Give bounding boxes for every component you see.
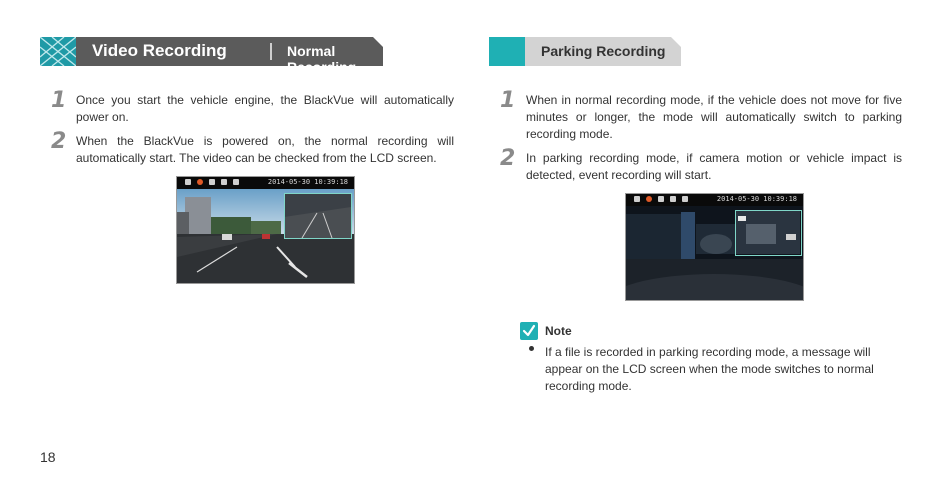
section-subtitle: Normal Recording [287,43,357,75]
gps-icon [658,196,664,202]
step-text: When in normal recording mode, if the vehicle does not move for five minutes or longer, the mode will automatically switch to parking recording mode. [526,93,902,141]
car-icon [634,196,640,202]
page-number: 18 [40,449,56,465]
speaker-icon [233,179,239,185]
header-divider [270,43,272,60]
rear-camera-pip [284,193,352,239]
step-number: 2 [500,146,516,171]
section-title: Video Recording [92,41,227,60]
status-icons [634,196,688,204]
step-number: 1 [500,88,516,113]
gps-icon [209,179,215,185]
section-header-video-recording [40,37,383,75]
lcd-status-bar [626,194,803,206]
section-title: Parking Recording [541,43,666,59]
lcd-status-bar [177,177,354,189]
lcd-screen-parking-recording [625,193,804,301]
speaker-icon [682,196,688,202]
step-text: Once you start the vehicle engine, the BlackVue will automatically power on. [76,93,454,124]
rear-camera-pip [735,210,802,256]
record-icon [646,196,652,202]
record-icon [197,179,203,185]
blackvue-logo-icon [40,37,76,66]
checkmark-icon [520,322,538,340]
mic-icon [670,196,676,202]
lcd-timestamp: 2014-05-30 10:39:18 [267,178,348,186]
lcd-screen-normal-recording [176,176,355,284]
step-text: When the BlackVue is powered on, the normal recording will automatically start. The video can be checked from the LCD screen. [76,134,454,165]
note-title: Note [545,324,572,338]
header-accent-tab [489,37,525,66]
note-text: If a file is recorded in parking recording mode, a message will appear on the LCD screen when the mode switches to normal recording mode. [545,345,874,393]
section-header-parking-recording [489,37,681,66]
mic-icon [221,179,227,185]
step-number: 2 [51,129,67,154]
step-number: 1 [51,88,67,113]
status-icons [185,179,239,187]
bullet-icon [529,346,534,351]
lcd-timestamp: 2014-05-30 10:39:18 [716,195,797,203]
step-text: In parking recording mode, if camera motion or vehicle impact is detected, event recording will start. [526,151,902,182]
car-icon [185,179,191,185]
